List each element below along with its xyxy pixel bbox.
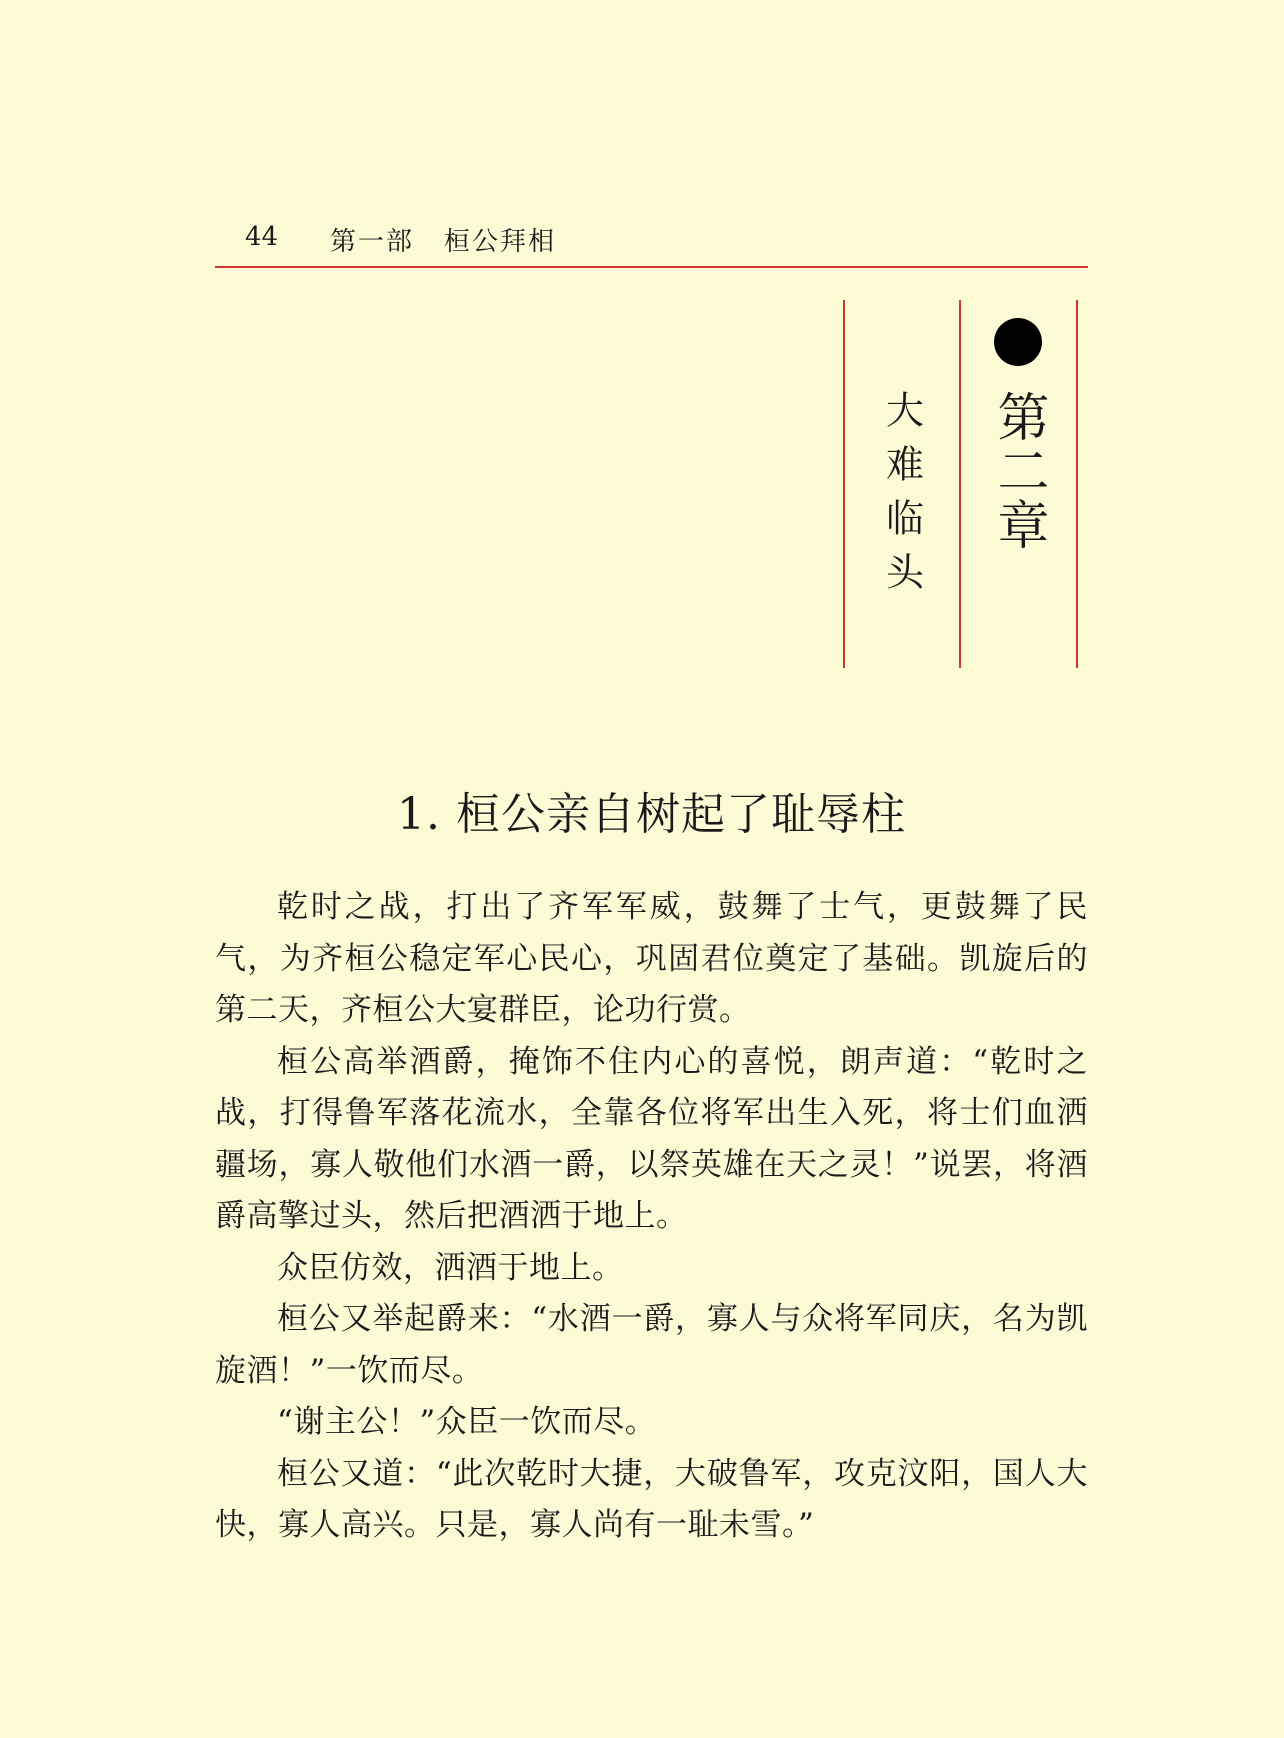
paragraph: 桓公又道：“此次乾时大捷，大破鲁军，攻克汶阳，国人大快，寡人高兴。只是，寡人尚有一耻未雪。” xyxy=(215,1455,1088,1543)
paragraph: 众臣仿效，洒酒于地上。 xyxy=(277,1249,624,1286)
chapter-rule-right xyxy=(1076,300,1078,668)
part-title: 桓公拜相 xyxy=(444,227,557,257)
part-label: 第一部 xyxy=(330,227,415,257)
paragraph: 乾时之战，打出了齐军军威，鼓舞了士气，更鼓舞了民气，为齐桓公稳定军心民心，巩固君位奠定了基础。凯旋后的第二天，齐桓公大宴群臣，论功行赏。 xyxy=(215,889,1088,1028)
chapter-subtitle-column xyxy=(844,390,960,606)
body-text xyxy=(215,882,1088,1552)
page-number: 44 xyxy=(245,222,279,252)
chapter-label: 第二章 xyxy=(988,390,1048,552)
paragraph: 桓公高举酒爵，掩饰不住内心的喜悦，朗声道：“乾时之战，打得鲁军落花流水，全靠各位将军出生入死，将士们血洒疆场，寡人敬他们水酒一爵，以祭英雄在天之灵！”说罢，将酒爵高擎过头，然后把酒洒于地上。 xyxy=(215,1043,1088,1234)
running-head xyxy=(330,221,556,258)
section-title: 1. 桓公亲自树起了耻辱柱 xyxy=(397,789,906,840)
chapter-subtitle: 大难临头 xyxy=(879,390,924,606)
paragraph: 桓公又举起爵来：“水酒一爵，寡人与众将军同庆，名为凯旋酒！”一饮而尽。 xyxy=(215,1301,1088,1389)
chapter-bullet-icon xyxy=(994,318,1042,366)
paragraph: “谢主公！”众臣一饮而尽。 xyxy=(277,1404,657,1440)
chapter-heading xyxy=(960,318,1076,552)
running-header xyxy=(215,218,1088,268)
